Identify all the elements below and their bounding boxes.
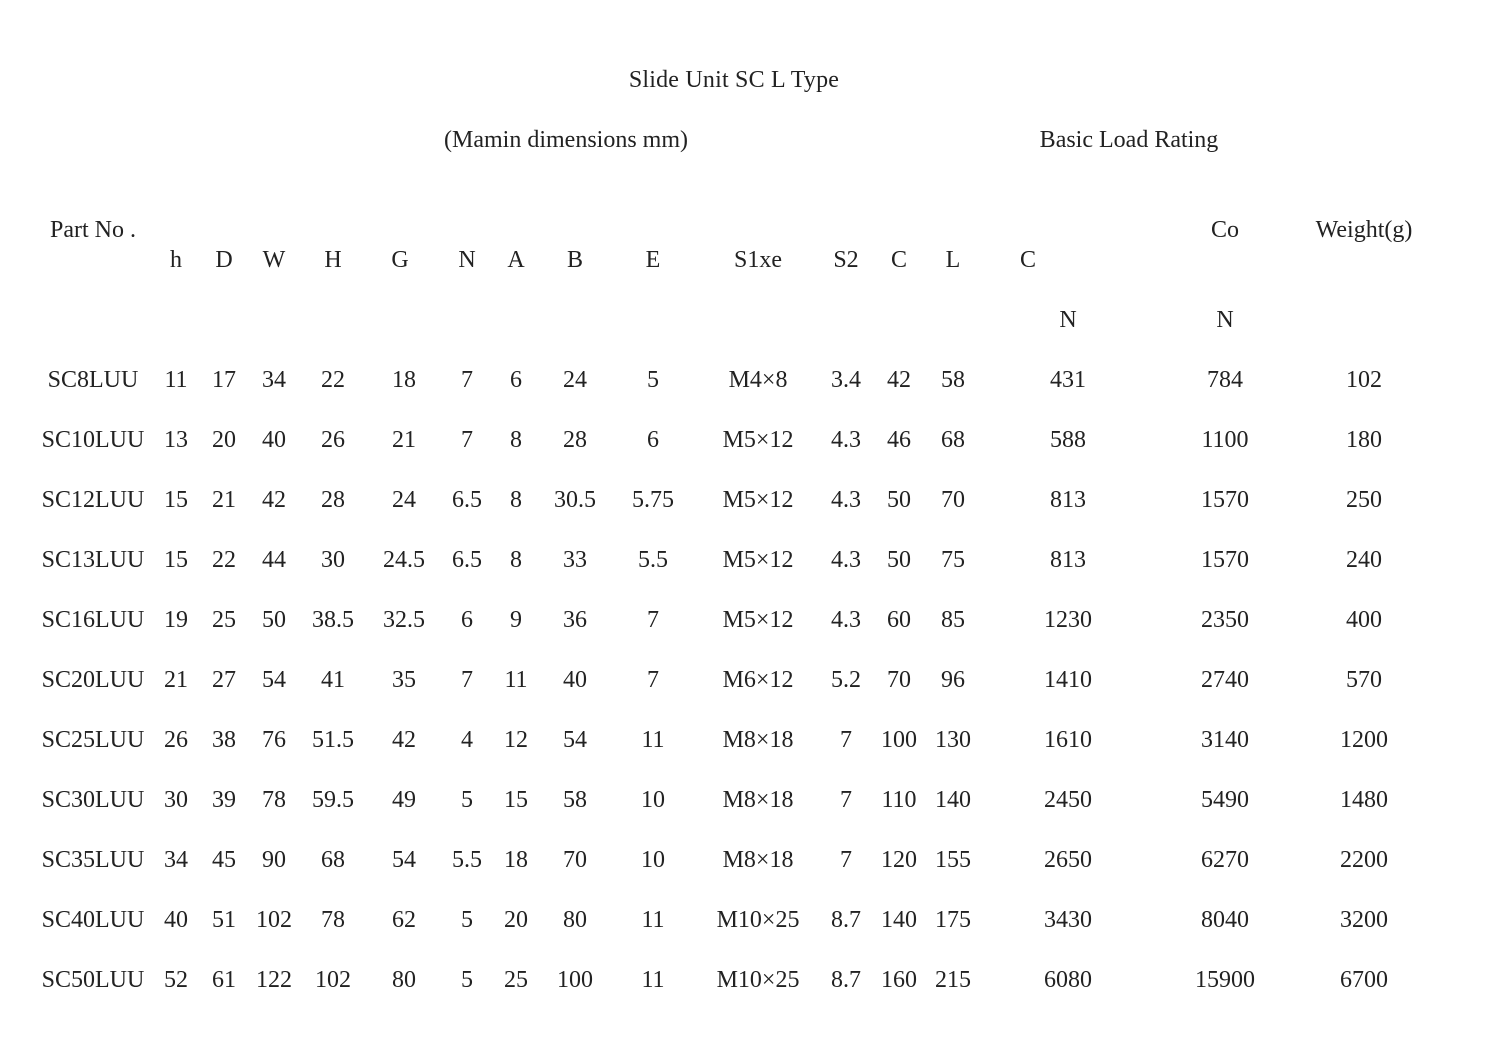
cell-c-load: 1230 xyxy=(1044,607,1092,633)
cell-G: 35 xyxy=(392,667,416,693)
cell-H: 78 xyxy=(321,907,345,933)
cell-co: 2350 xyxy=(1201,607,1249,633)
cell-A: 11 xyxy=(504,667,528,693)
column-header-A: A xyxy=(507,247,525,273)
cell-h: 52 xyxy=(164,967,188,993)
cell-h: 34 xyxy=(164,847,188,873)
cell-L: 85 xyxy=(941,607,965,633)
cell-E: 6 xyxy=(647,427,659,453)
cell-c-dim: 70 xyxy=(887,667,911,693)
cell-L: 140 xyxy=(935,787,971,813)
cell-weight: 102 xyxy=(1346,367,1382,393)
column-header-s1xe: S1xe xyxy=(734,247,782,273)
cell-weight: 250 xyxy=(1346,487,1382,513)
cell-L: 68 xyxy=(941,427,965,453)
cell-E: 7 xyxy=(647,607,659,633)
cell-s1xe: M8×18 xyxy=(722,847,794,873)
cell-c-dim: 46 xyxy=(887,427,911,453)
cell-weight: 1480 xyxy=(1340,787,1388,813)
cell-s2: 4.3 xyxy=(831,547,861,573)
cell-s1xe: M6×12 xyxy=(722,667,794,693)
cell-L: 70 xyxy=(941,487,965,513)
cell-A: 8 xyxy=(510,547,522,573)
cell-A: 8 xyxy=(510,487,522,513)
column-header-E: E xyxy=(645,247,661,273)
cell-H: 41 xyxy=(321,667,345,693)
cell-part-no: SC10LUU xyxy=(41,427,145,453)
cell-D: 38 xyxy=(212,727,236,753)
cell-H: 68 xyxy=(321,847,345,873)
cell-part-no: SC20LUU xyxy=(41,667,145,693)
cell-s2: 8.7 xyxy=(831,907,861,933)
cell-D: 22 xyxy=(212,547,236,573)
cell-G: 32.5 xyxy=(383,607,425,633)
cell-h: 19 xyxy=(164,607,188,633)
column-header-D: D xyxy=(215,247,233,273)
cell-c-load: 813 xyxy=(1050,547,1086,573)
cell-W: 102 xyxy=(256,907,292,933)
cell-part-no: SC25LUU xyxy=(41,727,145,753)
cell-H: 38.5 xyxy=(312,607,354,633)
cell-A: 12 xyxy=(504,727,528,753)
cell-A: 20 xyxy=(504,907,528,933)
cell-H: 28 xyxy=(321,487,345,513)
cell-s2: 3.4 xyxy=(831,367,861,393)
cell-G: 42 xyxy=(392,727,416,753)
cell-part-no: SC12LUU xyxy=(41,487,145,513)
cell-L: 58 xyxy=(941,367,965,393)
unit-co: N xyxy=(1216,307,1234,333)
cell-s2: 4.3 xyxy=(831,607,861,633)
cell-W: 78 xyxy=(262,787,286,813)
cell-co: 1570 xyxy=(1201,487,1249,513)
cell-h: 21 xyxy=(164,667,188,693)
cell-G: 18 xyxy=(392,367,416,393)
column-header-s2: S2 xyxy=(833,247,859,273)
load-rating-group-header: Basic Load Rating xyxy=(1039,127,1219,153)
cell-part-no: SC50LUU xyxy=(41,967,145,993)
cell-h: 26 xyxy=(164,727,188,753)
cell-s1xe: M4×8 xyxy=(728,367,788,393)
cell-D: 17 xyxy=(212,367,236,393)
cell-G: 80 xyxy=(392,967,416,993)
cell-s1xe: M10×25 xyxy=(716,907,800,933)
cell-A: 18 xyxy=(504,847,528,873)
cell-c-load: 6080 xyxy=(1044,967,1092,993)
cell-E: 5.5 xyxy=(638,547,668,573)
cell-E: 10 xyxy=(641,787,665,813)
unit-c: N xyxy=(1059,307,1077,333)
cell-part-no: SC40LUU xyxy=(41,907,145,933)
cell-W: 122 xyxy=(256,967,292,993)
cell-weight: 180 xyxy=(1346,427,1382,453)
cell-weight: 2200 xyxy=(1340,847,1388,873)
cell-L: 130 xyxy=(935,727,971,753)
cell-co: 8040 xyxy=(1201,907,1249,933)
cell-W: 76 xyxy=(262,727,286,753)
cell-c-load: 3430 xyxy=(1044,907,1092,933)
cell-s2: 4.3 xyxy=(831,427,861,453)
cell-s1xe: M10×25 xyxy=(716,967,800,993)
cell-c-dim: 50 xyxy=(887,487,911,513)
column-header-part-no: Part No . xyxy=(50,217,136,243)
cell-s1xe: M8×18 xyxy=(722,787,794,813)
cell-L: 215 xyxy=(935,967,971,993)
cell-W: 34 xyxy=(262,367,286,393)
cell-h: 11 xyxy=(164,367,188,393)
cell-H: 30 xyxy=(321,547,345,573)
column-header-L: L xyxy=(945,247,961,273)
cell-N: 7 xyxy=(461,667,473,693)
cell-h: 30 xyxy=(164,787,188,813)
cell-D: 61 xyxy=(212,967,236,993)
cell-part-no: SC35LUU xyxy=(41,847,145,873)
cell-B: 70 xyxy=(563,847,587,873)
cell-co: 3140 xyxy=(1201,727,1249,753)
cell-E: 11 xyxy=(641,907,665,933)
cell-c-load: 1610 xyxy=(1044,727,1092,753)
column-header-c-load: C xyxy=(1019,247,1037,273)
cell-B: 100 xyxy=(557,967,593,993)
cell-W: 90 xyxy=(262,847,286,873)
cell-N: 5 xyxy=(461,907,473,933)
cell-c-load: 588 xyxy=(1050,427,1086,453)
cell-B: 33 xyxy=(563,547,587,573)
cell-N: 5 xyxy=(461,787,473,813)
cell-E: 11 xyxy=(641,727,665,753)
page-title: Slide Unit SC L Type xyxy=(628,67,840,93)
cell-weight: 400 xyxy=(1346,607,1382,633)
cell-L: 96 xyxy=(941,667,965,693)
cell-D: 27 xyxy=(212,667,236,693)
cell-c-dim: 50 xyxy=(887,547,911,573)
cell-A: 25 xyxy=(504,967,528,993)
cell-weight: 570 xyxy=(1346,667,1382,693)
cell-B: 28 xyxy=(563,427,587,453)
cell-B: 36 xyxy=(563,607,587,633)
cell-c-load: 2650 xyxy=(1044,847,1092,873)
cell-H: 26 xyxy=(321,427,345,453)
cell-H: 59.5 xyxy=(312,787,354,813)
cell-H: 51.5 xyxy=(312,727,354,753)
cell-H: 102 xyxy=(315,967,351,993)
cell-A: 9 xyxy=(510,607,522,633)
cell-s2: 5.2 xyxy=(831,667,861,693)
cell-weight: 6700 xyxy=(1340,967,1388,993)
column-header-W: W xyxy=(262,247,286,273)
cell-A: 6 xyxy=(510,367,522,393)
cell-D: 20 xyxy=(212,427,236,453)
cell-c-load: 813 xyxy=(1050,487,1086,513)
cell-s1xe: M5×12 xyxy=(722,427,794,453)
cell-G: 49 xyxy=(392,787,416,813)
cell-G: 21 xyxy=(392,427,416,453)
cell-D: 21 xyxy=(212,487,236,513)
cell-weight: 1200 xyxy=(1340,727,1388,753)
cell-G: 24.5 xyxy=(383,547,425,573)
cell-c-dim: 140 xyxy=(881,907,917,933)
cell-co: 1100 xyxy=(1201,427,1249,453)
cell-W: 54 xyxy=(262,667,286,693)
cell-h: 40 xyxy=(164,907,188,933)
cell-s1xe: M5×12 xyxy=(722,487,794,513)
cell-B: 40 xyxy=(563,667,587,693)
cell-N: 6 xyxy=(461,607,473,633)
cell-s2: 7 xyxy=(840,727,852,753)
cell-weight: 3200 xyxy=(1340,907,1388,933)
cell-c-dim: 120 xyxy=(881,847,917,873)
column-header-h: h xyxy=(170,247,182,273)
cell-c-dim: 100 xyxy=(881,727,917,753)
column-header-H: H xyxy=(324,247,342,273)
cell-c-dim: 42 xyxy=(887,367,911,393)
cell-N: 7 xyxy=(461,427,473,453)
cell-c-dim: 60 xyxy=(887,607,911,633)
cell-c-load: 2450 xyxy=(1044,787,1092,813)
cell-H: 22 xyxy=(321,367,345,393)
cell-s2: 4.3 xyxy=(831,487,861,513)
cell-G: 62 xyxy=(392,907,416,933)
cell-B: 80 xyxy=(563,907,587,933)
cell-E: 7 xyxy=(647,667,659,693)
cell-c-dim: 110 xyxy=(881,787,917,813)
cell-B: 54 xyxy=(563,727,587,753)
cell-h: 13 xyxy=(164,427,188,453)
cell-G: 24 xyxy=(392,487,416,513)
column-header-N: N xyxy=(458,247,476,273)
cell-h: 15 xyxy=(164,547,188,573)
cell-co: 5490 xyxy=(1201,787,1249,813)
cell-L: 75 xyxy=(941,547,965,573)
cell-E: 10 xyxy=(641,847,665,873)
column-header-co: Co xyxy=(1210,217,1240,243)
cell-co: 6270 xyxy=(1201,847,1249,873)
cell-W: 42 xyxy=(262,487,286,513)
cell-c-load: 1410 xyxy=(1044,667,1092,693)
cell-E: 11 xyxy=(641,967,665,993)
cell-part-no: SC30LUU xyxy=(41,787,145,813)
cell-B: 30.5 xyxy=(554,487,596,513)
cell-B: 24 xyxy=(563,367,587,393)
cell-A: 15 xyxy=(504,787,528,813)
cell-N: 6.5 xyxy=(452,487,482,513)
cell-D: 25 xyxy=(212,607,236,633)
cell-D: 39 xyxy=(212,787,236,813)
cell-N: 5.5 xyxy=(452,847,482,873)
column-header-G: G xyxy=(391,247,409,273)
cell-c-load: 431 xyxy=(1050,367,1086,393)
cell-E: 5.75 xyxy=(632,487,674,513)
cell-part-no: SC16LUU xyxy=(41,607,145,633)
cell-G: 54 xyxy=(392,847,416,873)
cell-N: 4 xyxy=(461,727,473,753)
cell-W: 50 xyxy=(262,607,286,633)
cell-A: 8 xyxy=(510,427,522,453)
cell-s2: 7 xyxy=(840,787,852,813)
cell-D: 51 xyxy=(212,907,236,933)
cell-h: 15 xyxy=(164,487,188,513)
cell-co: 2740 xyxy=(1201,667,1249,693)
cell-s1xe: M5×12 xyxy=(722,547,794,573)
cell-W: 44 xyxy=(262,547,286,573)
cell-N: 5 xyxy=(461,967,473,993)
cell-co: 15900 xyxy=(1195,967,1255,993)
column-header-weight: Weight(g) xyxy=(1315,217,1413,243)
cell-s2: 8.7 xyxy=(831,967,861,993)
cell-E: 5 xyxy=(647,367,659,393)
cell-D: 45 xyxy=(212,847,236,873)
cell-s2: 7 xyxy=(840,847,852,873)
dimensions-group-header: (Mamin dimensions mm) xyxy=(444,127,688,153)
cell-s1xe: M5×12 xyxy=(722,607,794,633)
cell-weight: 240 xyxy=(1346,547,1382,573)
cell-N: 7 xyxy=(461,367,473,393)
cell-W: 40 xyxy=(262,427,286,453)
cell-part-no: SC13LUU xyxy=(41,547,145,573)
cell-L: 175 xyxy=(935,907,971,933)
column-header-c-dim: C xyxy=(890,247,908,273)
cell-B: 58 xyxy=(563,787,587,813)
column-header-B: B xyxy=(566,247,584,273)
cell-c-dim: 160 xyxy=(881,967,917,993)
cell-s1xe: M8×18 xyxy=(722,727,794,753)
cell-N: 6.5 xyxy=(452,547,482,573)
cell-part-no: SC8LUU xyxy=(47,367,139,393)
cell-co: 784 xyxy=(1207,367,1243,393)
cell-L: 155 xyxy=(935,847,971,873)
cell-co: 1570 xyxy=(1201,547,1249,573)
